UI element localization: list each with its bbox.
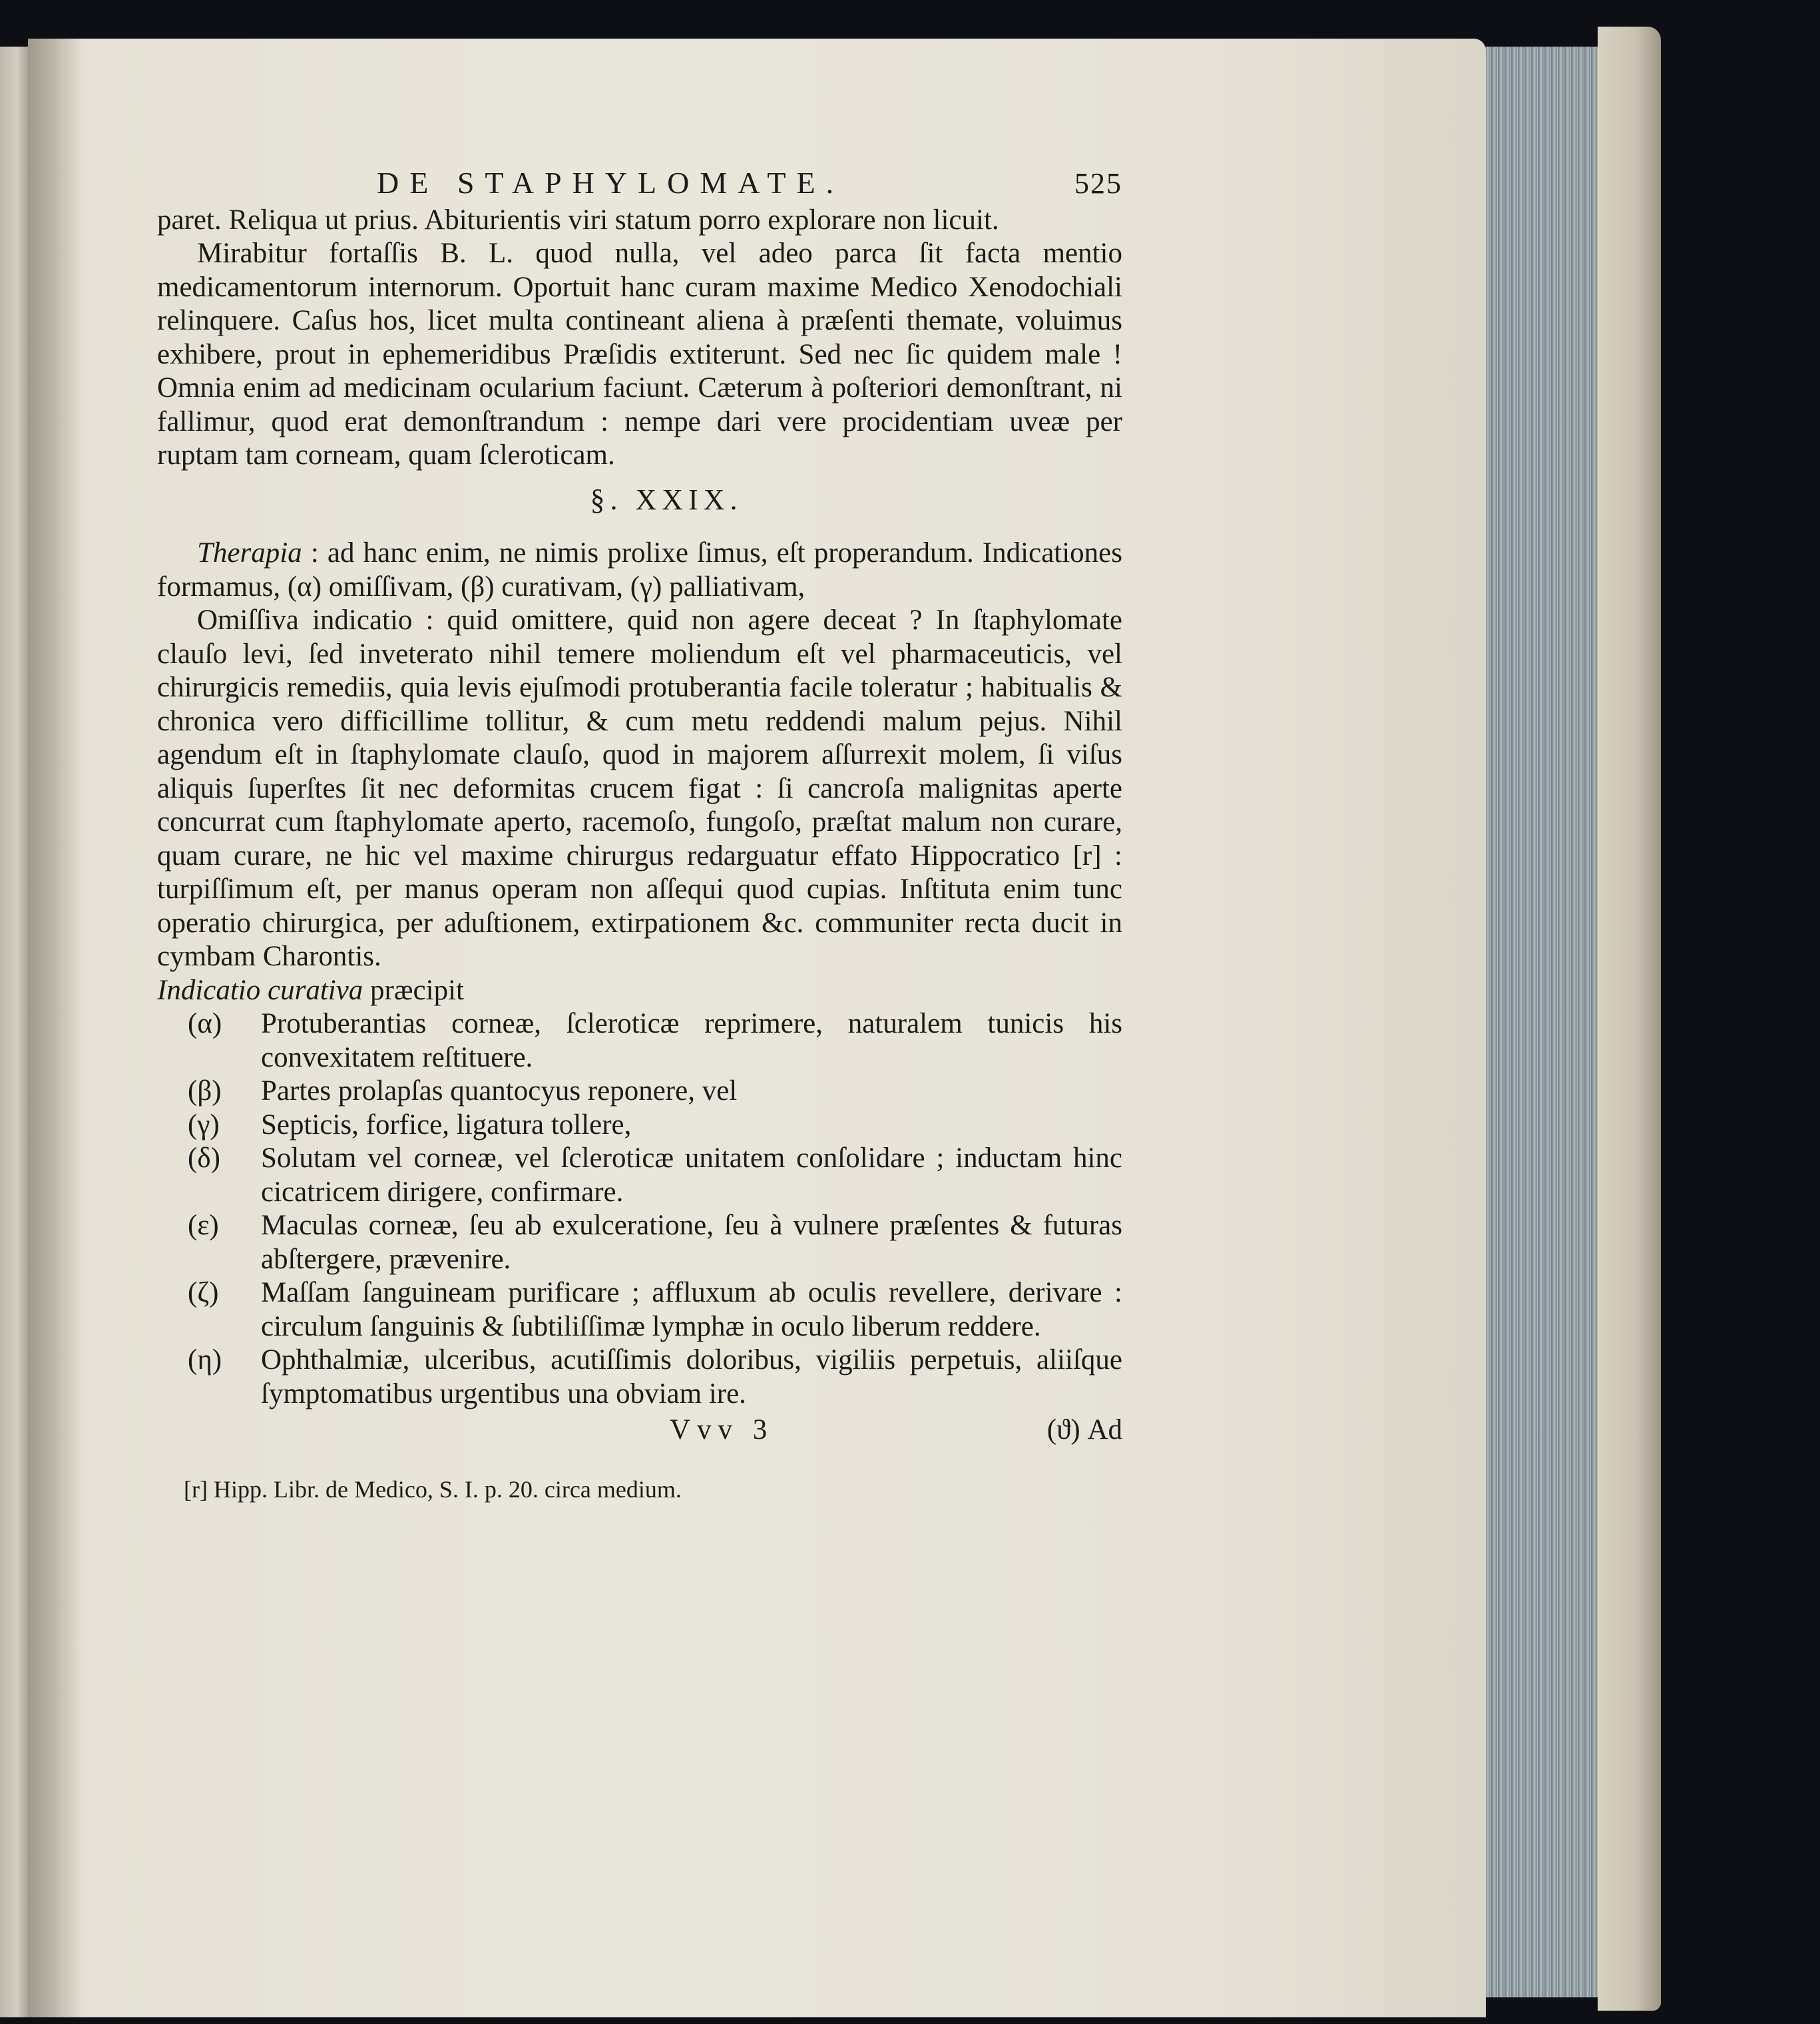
item-text: Ophthalmiæ, ulceribus, acutiſſimis doloribus, vigiliis perpetuis, aliiſque ſymptomatibus urgentibus una obviam ire. <box>261 1344 1122 1409</box>
paragraph-curativa <box>157 974 1122 1008</box>
signature-mark: Vvv 3 <box>670 1414 774 1445</box>
item-text: Maſſam ſanguineam purificare ; affluxum ab oculis revellere, derivare : circulum ſanguinis & ſubtiliſſimæ lymphæ in oculo liberum reddere. <box>261 1277 1122 1342</box>
section-heading: §. XXIX. <box>590 483 743 516</box>
curativa-lead: Indicatio curativa <box>157 974 363 1006</box>
gutter-shadow <box>28 39 81 2017</box>
list-item <box>188 1142 1122 1209</box>
page-foot-line <box>157 1413 1122 1447</box>
item-text: Maculas corneæ, ſeu ab exulceratione, ſeu à vulnere præſentes & futuras abſtergere, prævenire. <box>261 1210 1122 1275</box>
item-text: Partes prolapſas quantocyus reponere, vel <box>261 1075 738 1107</box>
item-marker: (ε) <box>188 1210 219 1241</box>
item-marker: (ζ) <box>188 1277 219 1308</box>
item-marker: (η) <box>188 1344 222 1376</box>
therapia-lead: Therapia <box>197 537 302 569</box>
running-header <box>157 166 1122 201</box>
item-text: Solutam vel corneæ, vel ſcleroticæ unitatem conſolidare ; inductam hinc cicatricem dirigere, confirmare. <box>261 1142 1122 1208</box>
item-marker: (α) <box>188 1008 222 1039</box>
item-text: Protuberantias corneæ, ſcleroticæ reprimere, naturalem tunicis his convexitatem reſtituere. <box>261 1008 1122 1073</box>
facing-page-edge <box>0 47 28 2017</box>
list-item <box>188 1109 1122 1142</box>
list-item <box>188 1209 1122 1276</box>
paragraph: paret. Reliqua ut prius. Abiturientis viri statum porro explorare non licuit. <box>157 204 999 236</box>
paragraph-therapia <box>157 537 1122 604</box>
list-item <box>188 1276 1122 1344</box>
page-text <box>157 166 1122 1506</box>
item-text: Septicis, forfice, ligatura tollere, <box>261 1109 632 1140</box>
therapia-text: : ad hanc enim, ne nimis prolixe ſimus, eſt properandum. Indicationes formamus, (α) omiſſivam, (β) curativam, (γ) palliativam, <box>157 537 1122 603</box>
item-marker: (β) <box>188 1075 222 1107</box>
footnote: [r] Hipp. Libr. de Medico, S. I. p. 20. circa medium. <box>184 1475 682 1503</box>
paragraph: Mirabitur fortaſſis B. L. quod nulla, vel adeo parca ſit facta mentio medicamentorum internorum. Oportuit hanc curam maxime Medico Xenodochiali relinquere. Caſus hos, licet multa contineant aliena à præſenti themate, voluimus exhibere, prout in ephemeridibus Præſidis extiterunt. Sed nec ſic quidem male ! Omnia enim ad medicinam ocularium faciunt. Cæterum à poſteriori demonſtrant, ni fallimur, quod erat demonſtrandum : nempe dari vere procidentiam uveæ per ruptam tam corneam, quam ſcleroticam. <box>157 238 1122 471</box>
paragraph-omissiva: Omiſſiva indicatio : quid omittere, quid non agere deceat ? In ſtaphylomate clauſo levi, ſed inveterato nihil temere moliendum eſt vel pharmaceuticis, vel chirurgicis remediis, quia levis ejuſmodi protuberantia facile toleratur ; habitualis & chronica vero difficillime tollitur, & cum metu reddendi malum pejus. Nihil agendum eſt in ſtaphylomate clauſo, quod in majorem aſſurrexit molem, ſi viſus aliquis ſuperſtes ſit nec deformitas crucem figat : ſi cancroſa malignitas aperte concurrat cum ſtaphylomate aperto, racemoſo, fungoſo, præſtat malum non curare, quam curare, ne hic vel maxime chirurgus redarguatur effato Hippocratico [r] : turpiſſimum eſt, per manus operam non aſſequi quod cupias. Inſtituta enim tunc operatio chirurgica, per aduſtionem, extirpationem &c. communiter recta ducit in cymbam Charontis. <box>157 605 1122 972</box>
book-cover-board <box>1598 27 1661 2011</box>
list-item <box>188 1007 1122 1075</box>
list-item <box>188 1344 1122 1411</box>
page-number: 525 <box>1074 167 1122 200</box>
curativa-text: præcipit <box>363 974 464 1006</box>
item-marker: (δ) <box>188 1142 220 1174</box>
list-item <box>188 1075 1122 1109</box>
running-title: DE STAPHYLOMATE. <box>377 166 845 200</box>
item-marker: (γ) <box>188 1109 220 1140</box>
page-block-edge <box>1484 47 1598 1997</box>
catchword: (ϑ) Ad <box>1046 1414 1122 1445</box>
